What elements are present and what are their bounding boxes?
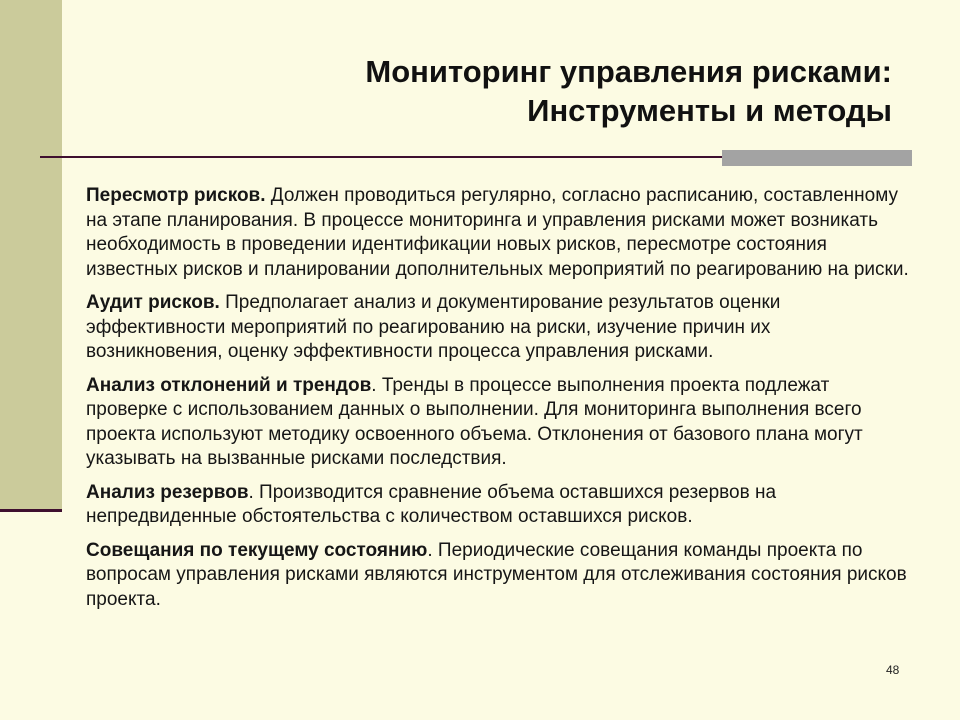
term-risk-review: Пересмотр рисков. — [86, 185, 266, 206]
paragraph-variance-trend — [86, 374, 911, 472]
text-variance-trend: . Тренды в процессе выполнения проекта подлежат проверке с использованием данных о выполнении. Для мониторинга выполнения всего проекта используют методику освоенного объема. Отклонения от базового плана могут указывать на вызванные рисками последствия. — [86, 374, 863, 469]
title-accent-bar — [722, 150, 912, 166]
term-variance-trend: Анализ отклонений и трендов — [86, 374, 372, 396]
term-status-meetings: Совещания по текущему состоянию — [86, 539, 428, 561]
text-status-meetings: . Периодические совещания команды проекта по вопросам управления рисками являются инструментом для отслеживания состояния рисков проекта. — [86, 539, 907, 610]
title-line-1: Мониторинг управления рисками: — [365, 54, 892, 89]
term-risk-audit: Аудит рисков. — [86, 292, 220, 313]
side-band — [0, 0, 62, 512]
paragraph-risk-audit — [86, 291, 911, 365]
paragraph-reserve-analysis — [86, 481, 911, 530]
page-number: 48 — [886, 663, 900, 677]
text-reserve-analysis: . Производится сравнение объема оставшихся резервов на непредвиденные обстоятельства с количеством оставшихся рисков. — [86, 481, 777, 527]
paragraph-risk-review — [86, 184, 911, 282]
slide-body — [86, 184, 911, 621]
slide-title — [260, 52, 892, 130]
side-rule — [0, 509, 62, 512]
text-risk-audit: Предполагает анализ и документирование результатов оценки эффективности мероприятий по реагированию на риски, изучение причин их возникновения, оценку эффективности процесса управления рисками. — [86, 292, 781, 362]
term-reserve-analysis: Анализ резервов — [86, 481, 249, 503]
paragraph-status-meetings — [86, 539, 911, 613]
text-risk-review: Должен проводиться регулярно, согласно расписанию, составленному на этапе планирования. В процессе мониторинга и управления рисками может возникать необходимость в проведении идентификации новых рисков, пересмотре состояния известных рисков и планировании дополнительных мероприятий по реагированию на риски. — [86, 185, 909, 280]
title-line-2: Инструменты и методы — [527, 93, 892, 128]
